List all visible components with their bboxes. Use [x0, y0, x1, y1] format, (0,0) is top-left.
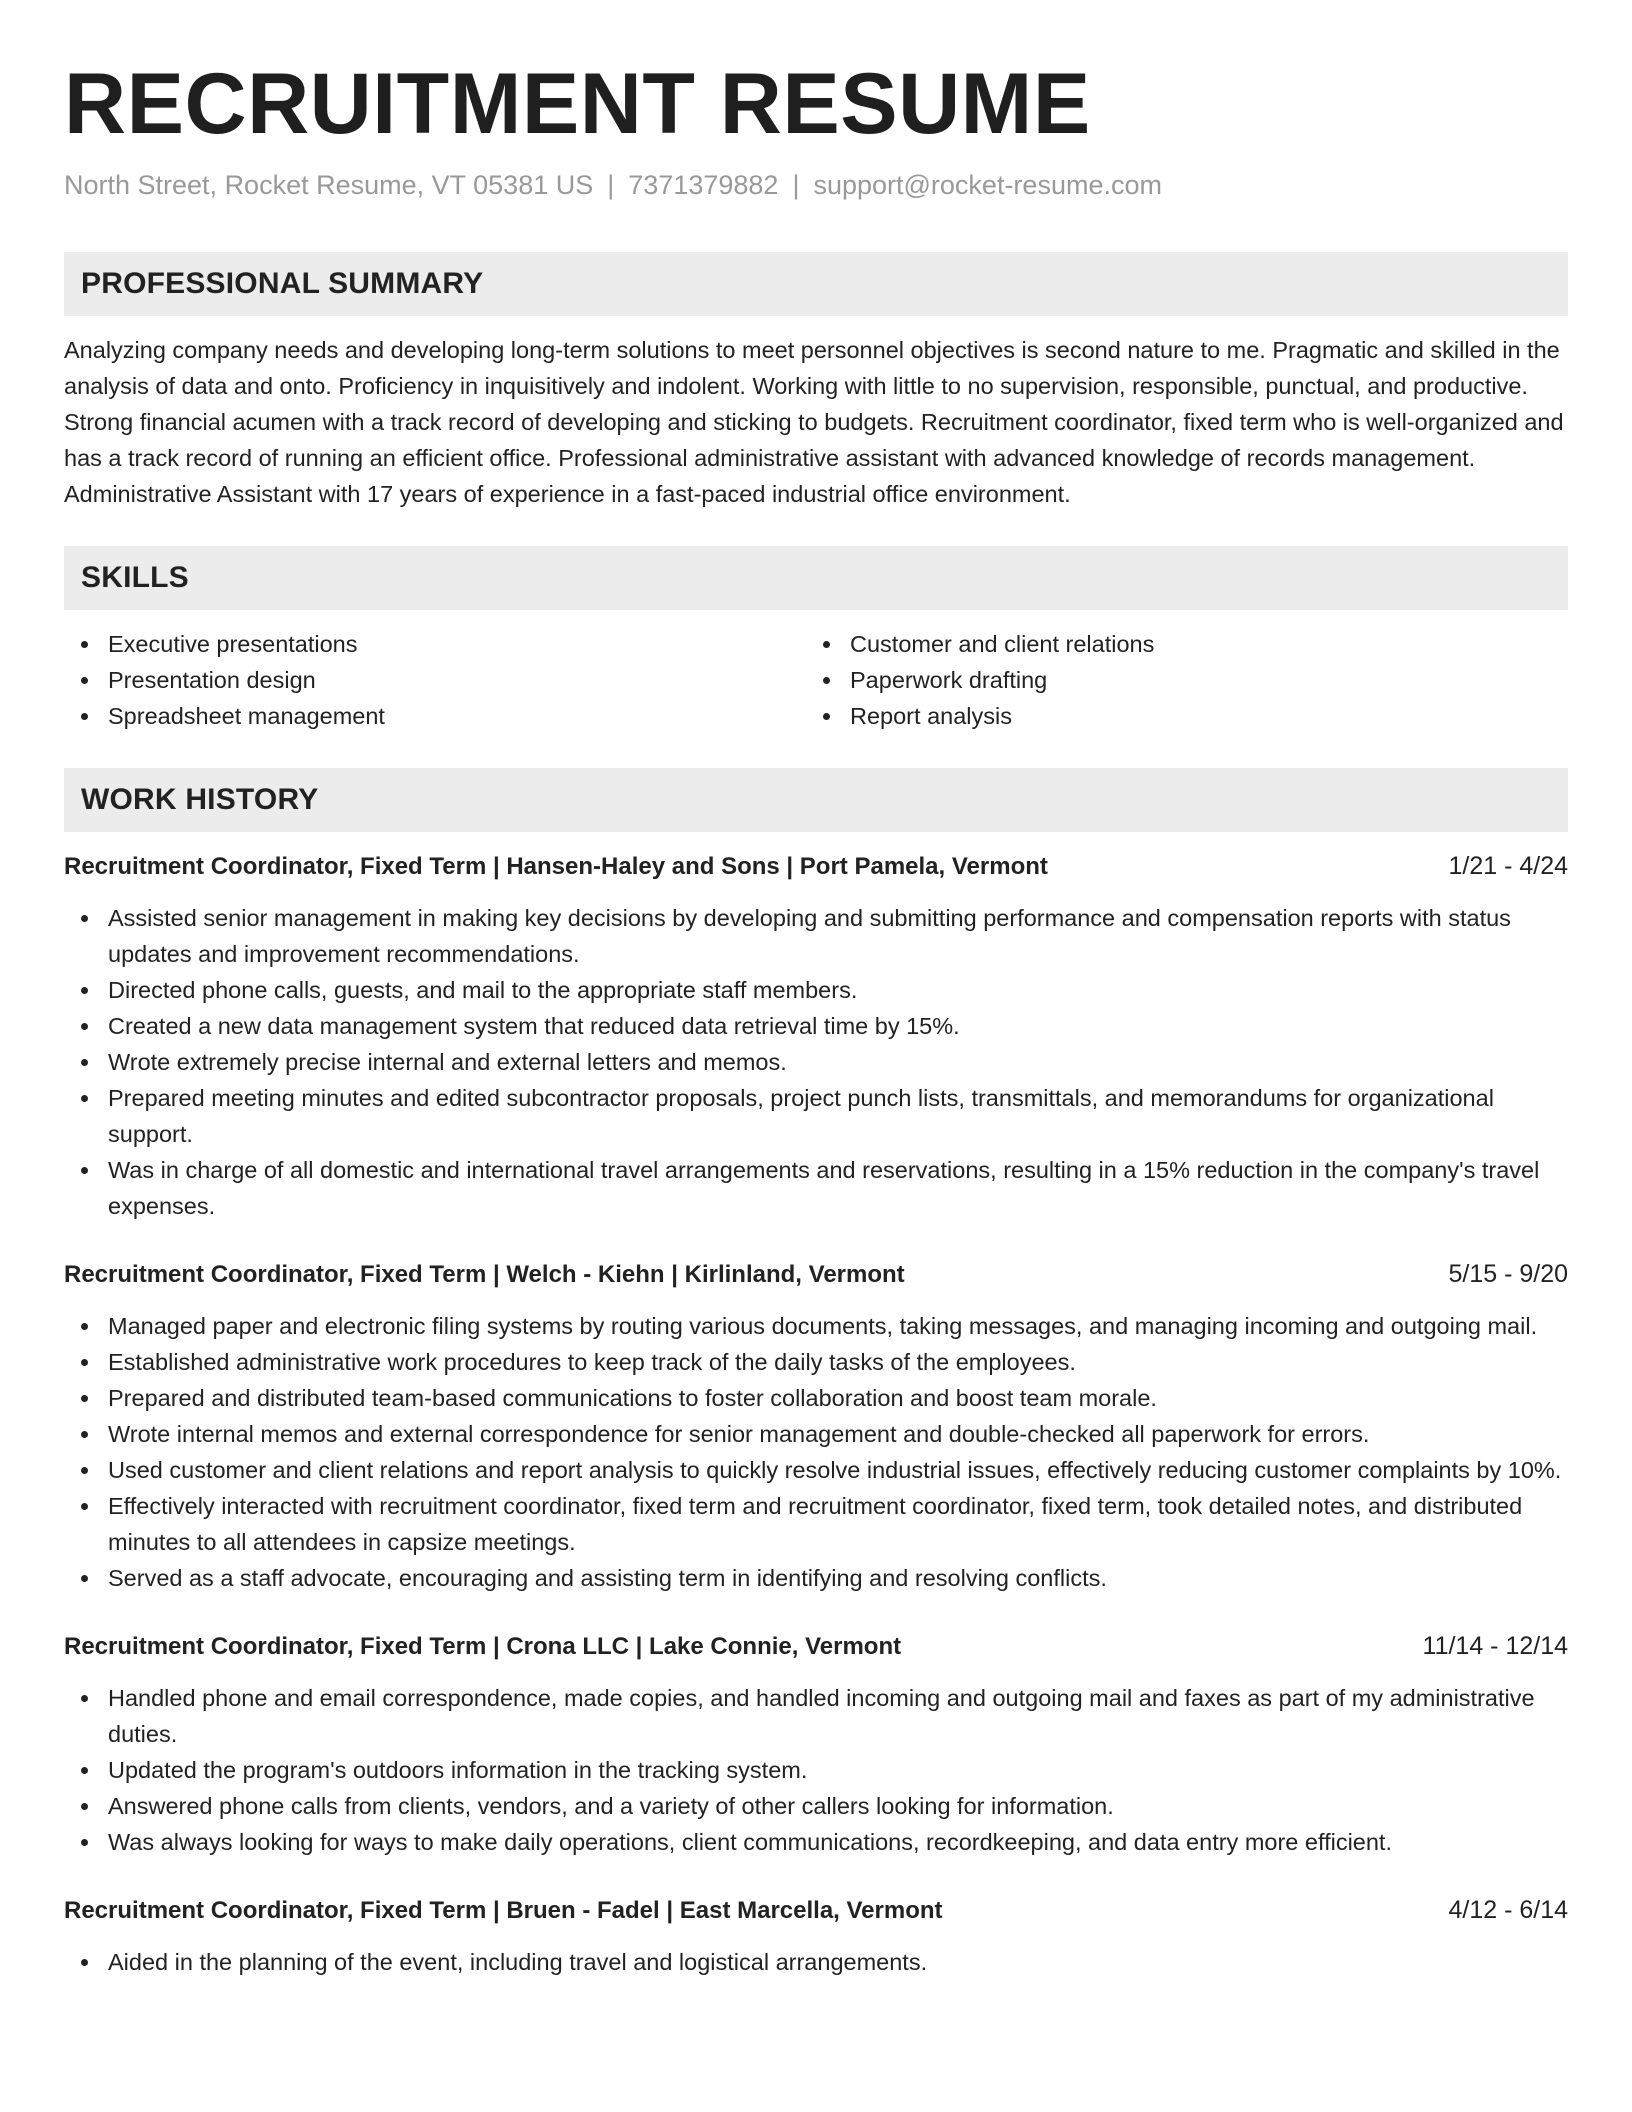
job-entry: [64, 1892, 1568, 1980]
job-dates: 1/21 - 4/24: [1448, 852, 1568, 880]
job-header: [64, 848, 1568, 884]
skill-item: Executive presentations: [64, 626, 806, 662]
job-bullet: Created a new data management system that reduced data retrieval time by 15%.: [64, 1008, 1568, 1044]
job-dates: 5/15 - 9/20: [1448, 1260, 1568, 1288]
job-header: [64, 1892, 1568, 1928]
skill-item: Paperwork drafting: [806, 662, 1548, 698]
contact-line: [64, 168, 1568, 202]
job-bullet: Handled phone and email correspondence, made copies, and handled incoming and outgoing mail and faxes as part of my administrative duties.: [64, 1680, 1568, 1752]
skills-column-left: [64, 626, 806, 734]
job-entry: [64, 1628, 1568, 1860]
section-heading-skills: SKILLS: [64, 546, 1568, 610]
job-title: Recruitment Coordinator, Fixed Term | Welch - Kiehn | Kirlinland, Vermont: [64, 1261, 905, 1288]
job-bullets: [64, 1944, 1568, 1980]
job-bullets: [64, 900, 1568, 1224]
job-bullet: Updated the program's outdoors information in the tracking system.: [64, 1752, 1568, 1788]
job-title: Recruitment Coordinator, Fixed Term | Crona LLC | Lake Connie, Vermont: [64, 1633, 902, 1660]
contact-separator: |: [607, 170, 615, 200]
contact-phone: 7371379882: [628, 170, 779, 200]
job-bullet: Prepared meeting minutes and edited subcontractor proposals, project punch lists, transmittals, and memorandums for organizational support.: [64, 1080, 1568, 1152]
job-dates: 11/14 - 12/14: [1422, 1632, 1568, 1660]
skill-item: Customer and client relations: [806, 626, 1548, 662]
job-bullet: Directed phone calls, guests, and mail to the appropriate staff members.: [64, 972, 1568, 1008]
job-bullet: Established administrative work procedures to keep track of the daily tasks of the employees.: [64, 1344, 1568, 1380]
job-bullet: Wrote internal memos and external correspondence for senior management and double-checked all paperwork for errors.: [64, 1416, 1568, 1452]
job-entry: [64, 848, 1568, 1224]
job-bullets: [64, 1680, 1568, 1860]
section-heading-work-history: WORK HISTORY: [64, 768, 1568, 832]
job-bullet: Answered phone calls from clients, vendors, and a variety of other callers looking for information.: [64, 1788, 1568, 1824]
job-dates: 4/12 - 6/14: [1448, 1896, 1568, 1924]
resume-title: RECRUITMENT RESUME: [64, 56, 1091, 152]
skill-item: Report analysis: [806, 698, 1548, 734]
job-bullet: Managed paper and electronic filing systems by routing various documents, taking messages, and managing incoming and outgoing mail.: [64, 1308, 1568, 1344]
section-heading-summary: PROFESSIONAL SUMMARY: [64, 252, 1568, 316]
skills-column-right: [806, 626, 1548, 734]
job-bullets: [64, 1308, 1568, 1596]
job-bullet: Served as a staff advocate, encouraging and assisting term in identifying and resolving conflicts.: [64, 1560, 1568, 1596]
skills-list: [64, 626, 1568, 734]
job-header: [64, 1628, 1568, 1664]
job-bullet: Prepared and distributed team-based communications to foster collaboration and boost team morale.: [64, 1380, 1568, 1416]
summary-text: Analyzing company needs and developing long-term solutions to meet personnel objectives is second nature to me. Pragmatic and skilled in the analysis of data and onto. Proficiency in inquisitively and indolent. Working with little to no supervision, responsible, punctual, and productive. Strong financial acumen with a track record of developing and sticking to budgets. Recruitment coordinator, fixed term who is well-organized and has a track record of running an efficient office. Professional administrative assistant with advanced knowledge of records management. Administrative Assistant with 17 years of experience in a fast-paced industrial office environment.: [64, 337, 1564, 507]
contact-separator: |: [792, 170, 800, 200]
job-bullet: Was in charge of all domestic and international travel arrangements and reservations, resulting in a 15% reduction in the company's travel expenses.: [64, 1152, 1568, 1224]
contact-address: North Street, Rocket Resume, VT 05381 US: [64, 170, 594, 200]
job-bullet: Assisted senior management in making key decisions by developing and submitting performance and compensation reports with status updates and improvement recommendations.: [64, 900, 1568, 972]
skill-item: Spreadsheet management: [64, 698, 806, 734]
job-title: Recruitment Coordinator, Fixed Term | Hansen-Haley and Sons | Port Pamela, Vermont: [64, 853, 1048, 880]
job-bullet: Wrote extremely precise internal and external letters and memos.: [64, 1044, 1568, 1080]
job-bullet: Effectively interacted with recruitment coordinator, fixed term and recruitment coordinator, fixed term, took detailed notes, and distributed minutes to all attendees in capsize meetings.: [64, 1488, 1568, 1560]
job-bullet: Used customer and client relations and report analysis to quickly resolve industrial issues, effectively reducing customer complaints by 10%.: [64, 1452, 1568, 1488]
job-entry: [64, 1256, 1568, 1596]
job-header: [64, 1256, 1568, 1292]
job-bullet: Aided in the planning of the event, including travel and logistical arrangements.: [64, 1944, 1568, 1980]
job-title: Recruitment Coordinator, Fixed Term | Bruen - Fadel | East Marcella, Vermont: [64, 1897, 943, 1924]
resume-page: [64, 54, 1568, 1980]
contact-email: support@rocket-resume.com: [813, 170, 1162, 200]
job-bullet: Was always looking for ways to make daily operations, client communications, recordkeeping, and data entry more efficient.: [64, 1824, 1568, 1860]
skill-item: Presentation design: [64, 662, 806, 698]
